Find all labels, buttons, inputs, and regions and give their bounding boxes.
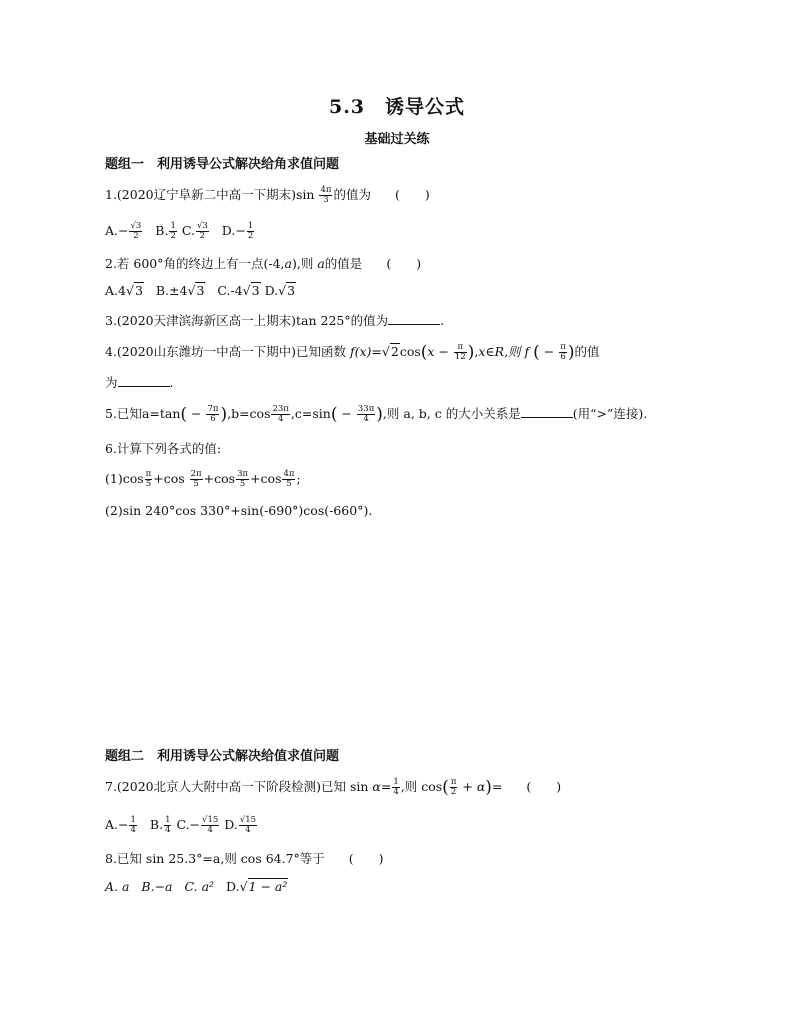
page-subtitle: 基础过关练 <box>364 132 430 147</box>
q1-fraction: $\frac{4\pi}{3}$ <box>320 185 332 205</box>
page-title: 5.3 诱导公式 <box>328 96 466 118</box>
question-4: 4.(2020山东潍坊一中高一下期中)已知函数 f(x)=√2cos(x − $\frac{\pi}{12}$ ),x∈R,则 f ( − $\frac{\pi}{6}$ )的值 <box>105 342 600 363</box>
question-1 <box>105 186 430 205</box>
q7-options: A.− $\frac{1}{4}$ B. $\frac{1}{4}$ C.− $\frac{√15}{4}$ D. $\frac{√15}{4}$ <box>105 815 257 835</box>
q8-options: A. a B.−a C. a² D.√1 − a² <box>105 879 288 894</box>
question-6-part1: (1)cos $\frac{\pi}{5}$ +cos $\frac{2\pi}{5}$ +cos $\frac{3\pi}{5}$ +cos $\frac{4\pi}{5}$ ; <box>105 469 301 489</box>
q1-suffix: 的值为 <box>333 187 371 202</box>
group1-heading: 题组一 利用诱导公式解决给角求值问题 <box>105 157 340 172</box>
q1-prefix: 1.(2020辽宁阜新二中高一下期末)sin <box>105 187 319 202</box>
question-8: 8.已知 sin 25.3°=a,则 cos 64.7°等于 ( ) <box>105 851 384 866</box>
question-3: 3.(2020天津滨海新区高一上期末)tan 225°的值为 . <box>105 313 445 328</box>
q4-blank <box>118 374 170 387</box>
question-5: 5.已知a=tan( − $\frac{7\pi}{6}$ ),b=cos $\frac{23\pi}{4}$ ,c=sin( − $\frac{33\pi}{4}$ ),则 a, b, c 的大小关系是 (用“>”连接). <box>105 404 648 425</box>
q5-blank <box>521 405 573 418</box>
q3-blank <box>388 312 440 325</box>
q1-options: A.− $\frac{√3}{2}$ B. $\frac{1}{2}$ C. $\frac{√3}{2}$ D.− $\frac{1}{2}$ <box>105 221 254 241</box>
q1-answer-paren: ( ) <box>394 187 430 202</box>
question-6: 6.计算下列各式的值: <box>105 441 222 456</box>
question-4-line2: 为 . <box>105 375 174 390</box>
question-7: 7.(2020北京人大附中高一下阶段检测)已知 sin α= $\frac{1}{4}$ ,则 cos( $\frac{\pi}{2}$ + α)= ( ) <box>105 777 562 798</box>
group2-heading: 题组二 利用诱导公式解决给值求值问题 <box>105 749 340 764</box>
q2-options: A.4√3 B.±4√3 C.-4√3 D.√3 <box>105 283 296 298</box>
question-6-part2: (2)sin 240°cos 330°+sin(-690°)cos(-660°). <box>105 503 373 518</box>
question-2: 2.若 600°角的终边上有一点(-4,a),则 a的值是 ( ) <box>105 256 422 271</box>
